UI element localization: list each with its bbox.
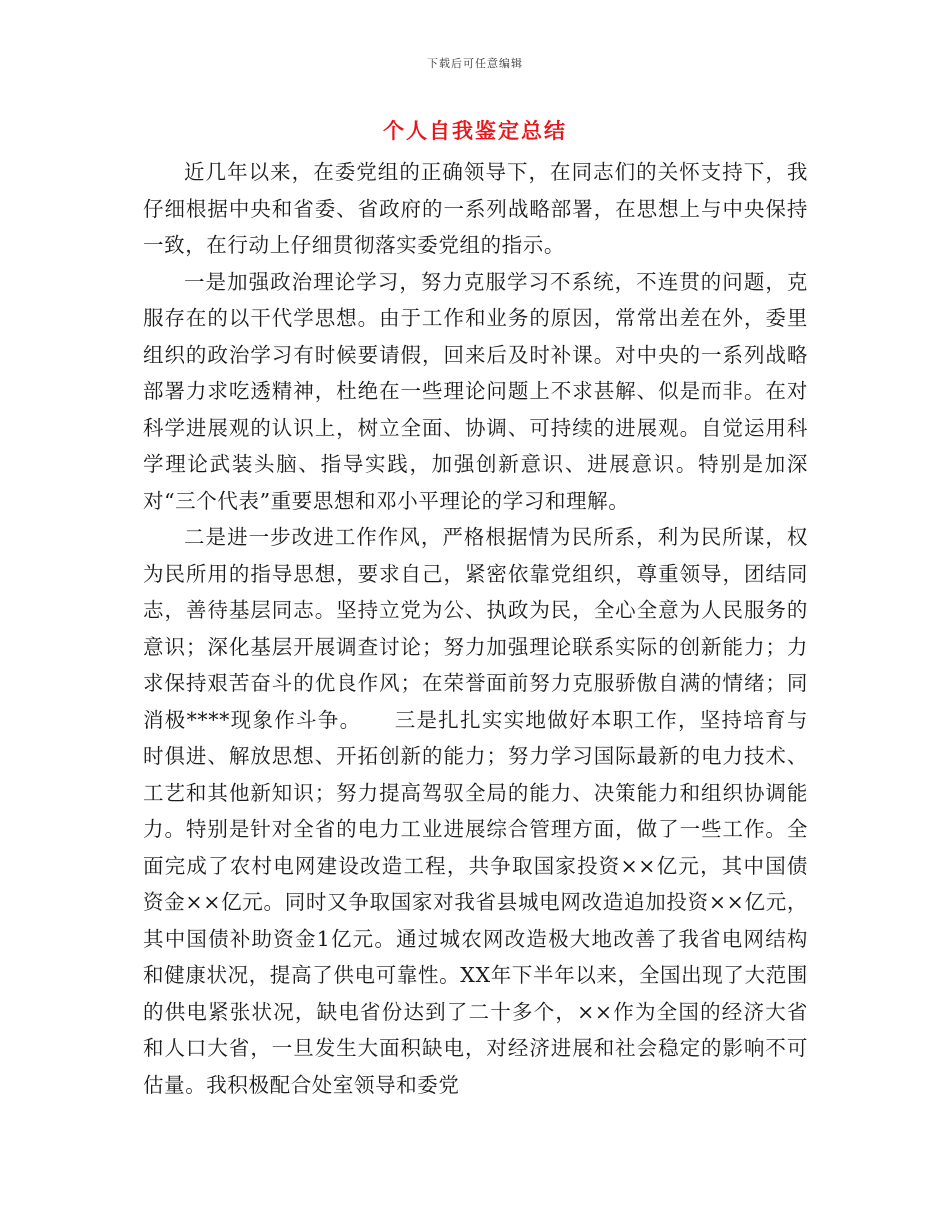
paragraph-intro: 近几年以来，在委党组的正确领导下，在同志们的关怀支持下，我仔细根据中央和省委、省政府的一系列战略部署，在思想上与中央保持一致，在行动上仔细贯彻落实委党组的指示。 (143, 160, 808, 257)
document-body (143, 154, 808, 1103)
page-header-note: 下载后可任意编辑 (427, 57, 523, 70)
document-title: 个人自我鉴定总结 (383, 118, 567, 143)
paragraph-work-style: 二是进一步改进工作作风，严格根据情为民所系，利为民所谋，权为民所用的指导思想，要求自己，紧密依靠党组织，尊重领导，团结同志，善待基层同志。坚持立党为公、执政为民，全心全意为人民服务的意识；深化基层开展调查讨论；努力加强理论联系实际的创新能力；力求保持艰苦奋斗的优良作风；在荣誉面前努力克服骄傲自满的情绪；同消极****现象作斗争。 三是扎扎实实地做好本职工作，坚持培育与时俱进、解放思想、开拓创新的能力；努力学习国际最新的电力技术、工艺和其他新知识；努力提高驾驭全局的能力、决策能力和组织协调能力。特别是针对全省的电力工业进展综合管理方面，做了一些工作。全面完成了农村电网建设改造工程，共争取国家投资××亿元，其中国债资金××亿元。同时又争取国家对我省县城电网改造追加投资××亿元，其中国债补助资金1亿元。通过城农网改造极大地改善了我省电网结构和健康状况，提高了供电可靠性。XX年下半年以来，全国出现了大范围的供电紧张状况，缺电省份达到了二十多个，××作为全国的经济大省和人口大省，一旦发生大面积缺电，对经济进展和社会稳定的影响不可估量。我积极配合处室领导和委党 (143, 525, 808, 1097)
paragraph-political-study: 一是加强政治理论学习，努力克服学习不系统，不连贯的问题，克服存在的以干代学思想。由于工作和业务的原因，常常出差在外，委里组织的政治学习有时候要请假，回来后及时补课。对中央的一系列战略部署力求吃透精神，杜绝在一些理论问题上不求甚解、似是而非。在对科学进展观的认识上，树立全面、协调、可持续的进展观。自觉运用科学理论武装头脑、指导实践，加强创新意识、进展意识。特别是加深对“三个代表”重要思想和邓小平理论的学习和理解。 (143, 269, 808, 513)
